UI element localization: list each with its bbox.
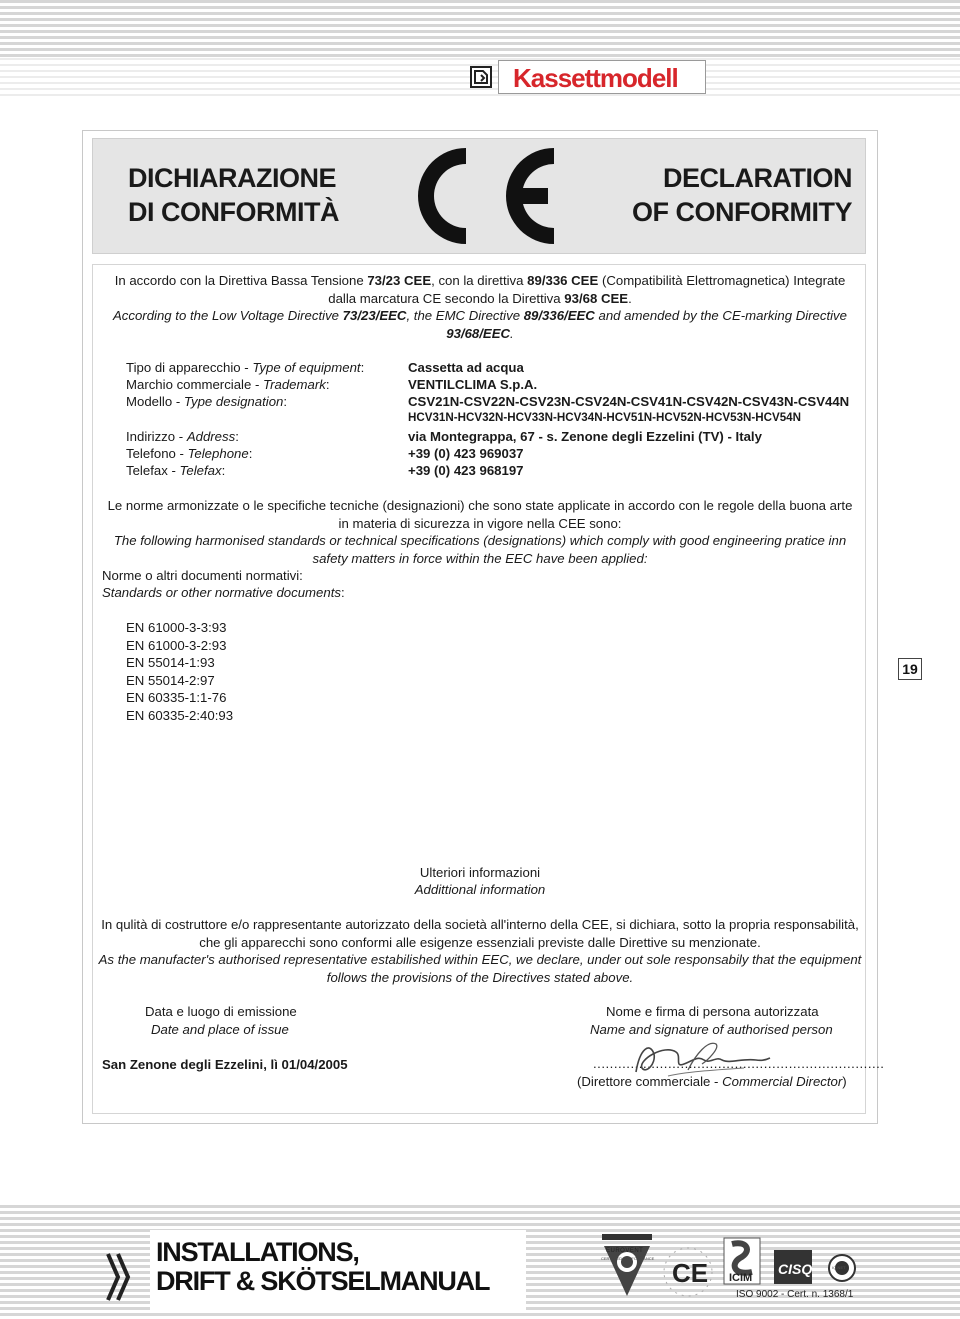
model-value-line2: HCV31N-HCV32N-HCV33N-HCV34N-HCV51N-HCV52N-HCV53N-HCV54N xyxy=(408,411,801,424)
signature-label-italian: Nome e firma di persona autorizzata xyxy=(606,1004,819,1019)
footer-title-line2: DRIFT & SKÖTSELMANUAL xyxy=(156,1266,490,1296)
norms-english-line1: The following harmonised standards or technical specifications (designations) which comply with good engineering pratice inn xyxy=(113,533,847,548)
label-italian: Marchio commerciale - xyxy=(126,377,264,392)
directive-ref: 93/68/EEC xyxy=(446,325,511,341)
intro-text: . xyxy=(628,290,632,306)
standard-item: EN 60335-1:1-76 xyxy=(126,690,227,705)
intro-english xyxy=(95,307,865,342)
footer-title-line1: INSTALLATIONS, xyxy=(156,1237,359,1267)
standard-item: EN 55014-1:93 xyxy=(126,655,215,670)
label-italian: Telefax - xyxy=(126,463,180,478)
intro-text: , con la direttiva xyxy=(431,273,528,288)
standard-item: EN 61000-3-3:93 xyxy=(126,620,227,635)
intro-text: and amended by the CE-marking Directive xyxy=(594,308,847,323)
directive-ref: 93/68 CEE xyxy=(564,290,629,306)
label-english: Address xyxy=(186,429,236,444)
label-colon: : xyxy=(221,463,226,478)
svg-text:CISQ: CISQ xyxy=(778,1261,813,1277)
trademark-label xyxy=(126,377,330,392)
intro-italian xyxy=(95,272,865,307)
issue-value: San Zenone degli Ezzelini, lì 01/04/2005 xyxy=(102,1057,348,1072)
iso-certification: ISO 9002 - Cert. n. 1368/1 xyxy=(736,1289,854,1300)
norms-italian xyxy=(95,497,865,532)
signature-dotted-line: ...................................................................... xyxy=(593,1056,885,1071)
intro-text: (Compatibilità Elettromagnetica) Integrate xyxy=(598,273,846,288)
intro-text: According to the Low Voltage Directive xyxy=(112,308,343,323)
standard-item: EN 60335-2:40:93 xyxy=(126,707,234,723)
further-info-english: Addittional information xyxy=(414,882,546,897)
page-number: 19 xyxy=(898,658,922,680)
eurovent-logo-label: EUROVENT xyxy=(606,1248,644,1254)
iqnet-logo-label: IQ-NET xyxy=(832,1265,846,1270)
phone-value: +39 (0) 423 969037 xyxy=(408,446,524,461)
eurovent-logo xyxy=(601,1234,655,1296)
directive-ref: 89/336 CEE xyxy=(527,273,599,288)
responsibility-italian-line2: che gli apparecchi sono conformi alle esigenze essenziali previste dalle Direttive su menzionate. xyxy=(199,934,761,950)
label-colon: : xyxy=(248,446,253,461)
intro-text: , the EMC Directive xyxy=(406,308,524,323)
address-label xyxy=(126,429,239,444)
ce-mark-icon xyxy=(404,142,564,250)
double-chevron-icon xyxy=(106,1252,132,1302)
cisq-logo xyxy=(774,1250,812,1284)
intro-italian-line1 xyxy=(95,272,865,290)
label-italian: Tipo di apparecchio - xyxy=(126,360,253,375)
standard-item: EN 61000-3-2:93 xyxy=(126,637,227,653)
ce-stars-logo xyxy=(664,1248,712,1296)
document-corner-icon xyxy=(470,66,492,88)
model-label xyxy=(126,394,287,409)
fax-label xyxy=(126,463,225,478)
declaration-title-italian-line2: DI CONFORMITÀ xyxy=(128,197,339,227)
label-colon: : xyxy=(360,360,365,375)
other-documents-italian: Norme o altri documenti normativi: xyxy=(102,568,303,583)
model-value-line1: CSV21N-CSV22N-CSV23N-CSV24N-CSV41N-CSV42N-CSV43N-CSV44N xyxy=(408,394,850,409)
intro-text: . xyxy=(510,325,514,341)
label-colon: : xyxy=(325,377,330,392)
intro-english-line1 xyxy=(95,307,865,325)
intro-text: In accordo con la Direttiva Bassa Tensione xyxy=(114,273,368,288)
type-label xyxy=(126,360,364,375)
fax-value: +39 (0) 423 968197 xyxy=(408,463,524,478)
norms-english xyxy=(95,532,865,567)
further-info-italian: Ulteriori informazioni xyxy=(419,865,541,880)
issue-label-italian: Data e luogo di emissione xyxy=(145,1004,297,1019)
other-documents-english-text: Standards or other normative documents xyxy=(102,585,341,600)
signature-role xyxy=(577,1073,847,1091)
address-value: via Montegrappa, 67 - s. Zenone degli Ezzelini (TV) - Italy xyxy=(408,429,762,444)
header-title: Kassettmodell xyxy=(513,63,678,93)
responsibility-italian xyxy=(95,916,865,951)
top-stripe-band xyxy=(0,0,960,58)
declaration-title-italian xyxy=(128,161,339,229)
icim-logo-label: ICIM xyxy=(729,1272,753,1284)
eurovent-logo-sublabel: CERTIFIED PERFORMANCE xyxy=(601,1256,655,1261)
label-colon: : xyxy=(340,585,345,600)
responsibility-italian-line1: In qulità di costruttore e/o rappresentante autorizzato della società all'interno della CEE, si dichiara, sotto la propria responsabilità, xyxy=(101,917,859,932)
declaration-title-english-line1: DECLARATION xyxy=(663,163,852,193)
declaration-title-english xyxy=(632,161,852,229)
responsibility-english-line2: follows the provisions of the Directives stated above. xyxy=(326,969,634,985)
norms-english-line2: safety matters in force within the EEC have been applied: xyxy=(312,550,648,566)
phone-label xyxy=(126,446,252,461)
signature-label-english: Name and signature of authorised person xyxy=(590,1022,833,1037)
label-colon: : xyxy=(235,429,239,444)
intro-text: dalla marcatura CE secondo la Direttiva xyxy=(328,290,565,306)
norms-italian-line1: Le norme armonizzate o le specifiche tecniche (designazioni) che sono state applicate in accordo con le regole della buona arte xyxy=(107,498,853,513)
intro-english-line2 xyxy=(95,325,865,343)
label-colon: : xyxy=(283,394,288,409)
issue-label-english: Date and place of issue xyxy=(151,1022,289,1037)
directive-ref: 89/336/EEC xyxy=(523,308,595,323)
responsibility-english xyxy=(95,951,865,986)
trademark-value: VENTILCLIMA S.p.A. xyxy=(408,377,538,392)
signature-role-prefix: (Direttore commerciale - xyxy=(577,1074,723,1089)
directive-ref: 73/23 CEE xyxy=(367,273,432,288)
declaration-title-english-line2: OF CONFORMITY xyxy=(632,197,852,227)
signature-role-english: Commercial Director xyxy=(722,1074,843,1089)
other-documents-english xyxy=(102,584,345,602)
standard-item: EN 55014-2:97 xyxy=(126,672,215,688)
label-italian: Telefono - xyxy=(126,446,188,461)
label-italian: Indirizzo - xyxy=(126,429,187,444)
label-english: Telefax xyxy=(179,463,222,478)
signature-role-suffix: ) xyxy=(842,1074,847,1089)
label-english: Telephone xyxy=(187,446,249,461)
label-italian: Modello - xyxy=(126,394,184,409)
footer-title xyxy=(156,1238,489,1296)
norms-italian-line2: in materia di sicurezza in vigore nella CEE sono: xyxy=(338,515,622,531)
label-english: Type designation xyxy=(183,394,284,409)
declaration-title-italian-line1: DICHIARAZIONE xyxy=(128,163,336,193)
label-english: Type of equipment xyxy=(252,360,361,375)
label-english: Trademark xyxy=(263,377,326,392)
header-logo xyxy=(470,60,706,96)
directive-ref: 73/23/EEC xyxy=(342,308,407,323)
svg-text:CE: CE xyxy=(672,1258,709,1288)
header-title-box xyxy=(498,60,706,94)
type-value: Cassetta ad acqua xyxy=(408,360,524,375)
intro-italian-line2 xyxy=(95,290,865,308)
responsibility-english-line1: As the manufacter's authorised representative estabilished within EEC, we declare, under out sole responsabily that the equipment xyxy=(98,952,862,967)
